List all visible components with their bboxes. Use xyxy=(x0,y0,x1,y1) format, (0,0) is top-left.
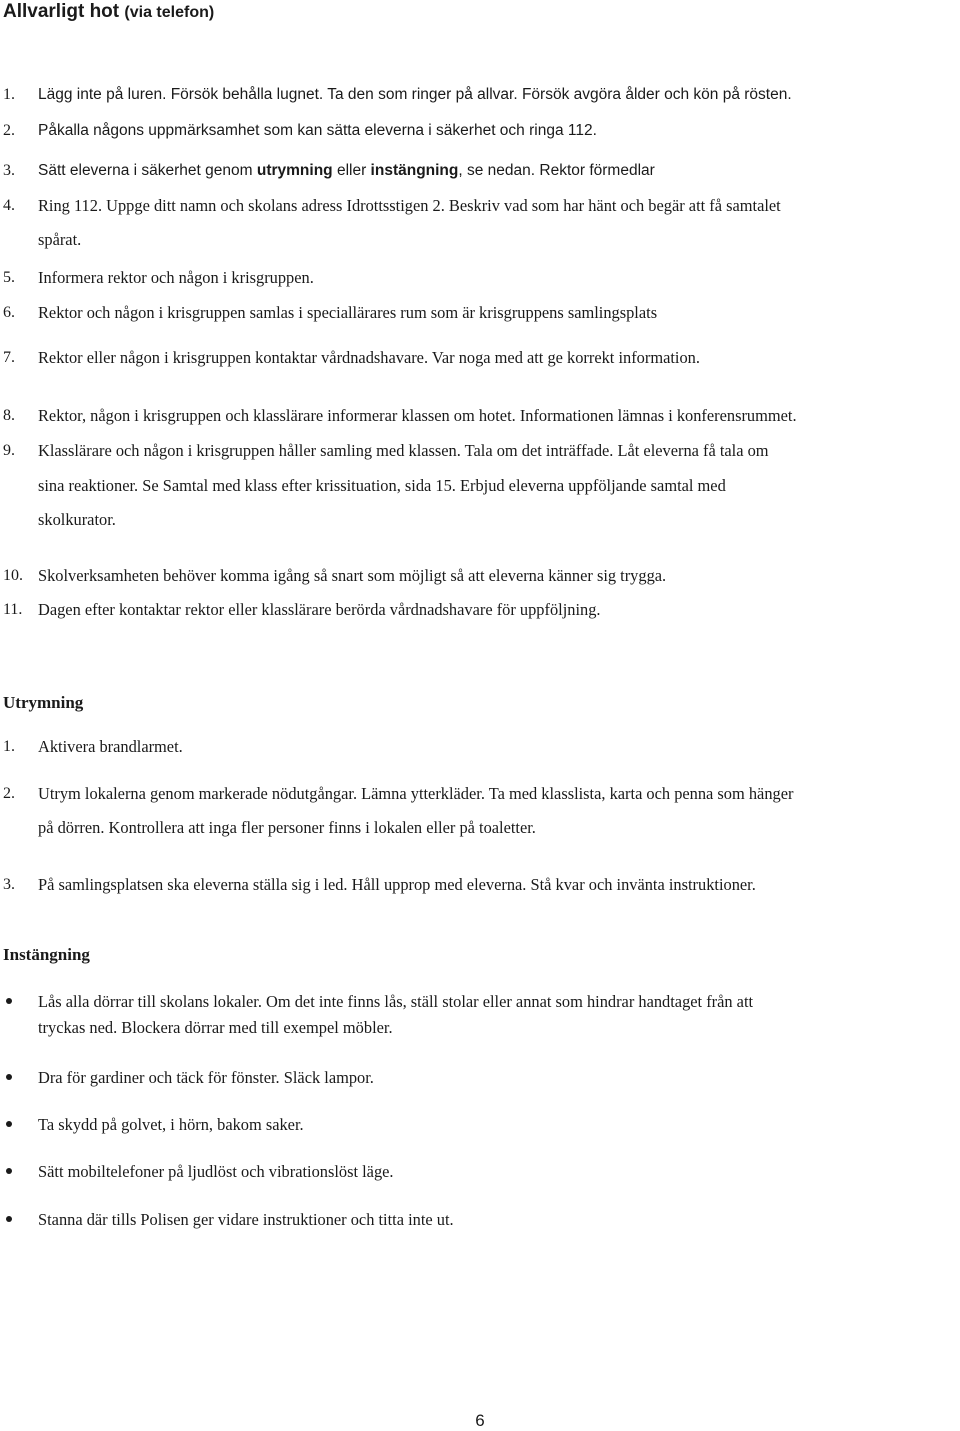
title-subtitle: (via telefon) xyxy=(124,4,215,21)
step-text: Dagen efter kontaktar rektor eller klasslärare berörda vårdnadshavare för uppföljning. xyxy=(38,600,601,619)
step-text-continued: sina reaktioner. Se Samtal med klass efter krissituation, sida 15. Erbjud eleverna uppföljande samtal med xyxy=(38,476,726,495)
step-number: 1. xyxy=(3,86,15,103)
bullet-icon xyxy=(6,1074,12,1080)
utrymning-item-text: På samlingsplatsen ska eleverna ställa sig i led. Håll upprop med eleverna. Stå kvar och invänta instruktioner. xyxy=(38,875,756,894)
page-title xyxy=(3,0,214,25)
step-number: 4. xyxy=(3,197,15,214)
step-text: Rektor eller någon i krisgruppen kontaktar vårdnadshavare. Var noga med att ge korrekt information. xyxy=(38,348,700,367)
bullet-icon xyxy=(6,1216,12,1222)
step-number: 9. xyxy=(3,442,15,459)
instangning-item-text: Lås alla dörrar till skolans lokaler. Om det inte finns lås, ställ stolar eller annat som hindrar handtaget från att xyxy=(38,992,754,1011)
step-number: 11. xyxy=(3,601,23,618)
page-number: 6 xyxy=(475,1411,485,1430)
section-heading-utrymning: Utrymning xyxy=(3,693,84,712)
step-text: Informera rektor och någon i krisgruppen. xyxy=(38,268,314,287)
step-number: 10. xyxy=(3,567,23,584)
utrymning-item-text: Aktivera brandlarmet. xyxy=(38,737,183,756)
section-heading-instangning: Instängning xyxy=(3,945,90,964)
step-text: Ring 112. Uppge ditt namn och skolans adress Idrottsstigen 2. Beskriv vad som har hänt och begär att få samtalet xyxy=(38,196,781,215)
step-text: Rektor och någon i krisgruppen samlas i speciallärares rum som är krisgruppens samlingsplats xyxy=(38,303,658,322)
step-text-continued: skolkurator. xyxy=(38,510,116,529)
step-number: 7. xyxy=(3,349,15,366)
step-number: 2. xyxy=(3,122,15,139)
keyword-instangning: instängning xyxy=(370,162,459,179)
step-text: Sätt eleverna i säkerhet genom utrymning eller instängning, se nedan. Rektor förmedlar xyxy=(38,162,655,179)
bullet-icon xyxy=(6,998,12,1004)
instangning-item-text: Stanna där tills Polisen ger vidare instruktioner och titta inte ut. xyxy=(38,1210,454,1229)
step-number: 5. xyxy=(3,269,15,286)
instangning-item-text: Dra för gardiner och täck för fönster. Släck lampor. xyxy=(38,1068,374,1087)
step-number: 6. xyxy=(3,304,15,321)
step-number: 8. xyxy=(3,407,15,424)
bullet-icon xyxy=(6,1121,12,1127)
step-text: Klasslärare och någon i krisgruppen håller samling med klassen. Tala om det inträffade. Låt eleverna få tala om xyxy=(38,441,769,460)
instangning-item-text: Sätt mobiltelefoner på ljudlöst och vibrationslöst läge. xyxy=(38,1162,394,1181)
utrymning-item-number: 3. xyxy=(3,876,15,893)
step-text: Påkalla någons uppmärksamhet som kan sätta eleverna i säkerhet och ringa 112. xyxy=(38,122,597,139)
title-main: Allvarligt hot xyxy=(3,1,120,22)
step-text: Skolverksamheten behöver komma igång så snart som möjligt så att eleverna känner sig trygga. xyxy=(38,566,667,585)
instangning-item-text: Ta skydd på golvet, i hörn, bakom saker. xyxy=(38,1115,304,1134)
keyword-utrymning: utrymning xyxy=(256,162,333,179)
instangning-item-text-continued: tryckas ned. Blockera dörrar med till exempel möbler. xyxy=(38,1018,393,1037)
utrymning-item-number: 1. xyxy=(3,738,15,755)
step-text-continued: spårat. xyxy=(38,230,82,249)
step-number: 3. xyxy=(3,162,15,179)
utrymning-item-text: Utrym lokalerna genom markerade nödutgångar. Lämna ytterkläder. Ta med klasslista, karta och penna som hänger xyxy=(38,784,794,803)
step-text: Lägg inte på luren. Försök behålla lugnet. Ta den som ringer på allvar. Försök avgöra ålder och kön på rösten. xyxy=(38,86,792,103)
step-text: Rektor, någon i krisgruppen och klasslärare informerar klassen om hotet. Informationen lämnas i konferensrummet. xyxy=(38,406,797,425)
bullet-icon xyxy=(6,1168,12,1174)
utrymning-item-text-continued: på dörren. Kontrollera att inga fler personer finns i lokalen eller på toaletter. xyxy=(38,818,536,837)
utrymning-item-number: 2. xyxy=(3,785,15,802)
